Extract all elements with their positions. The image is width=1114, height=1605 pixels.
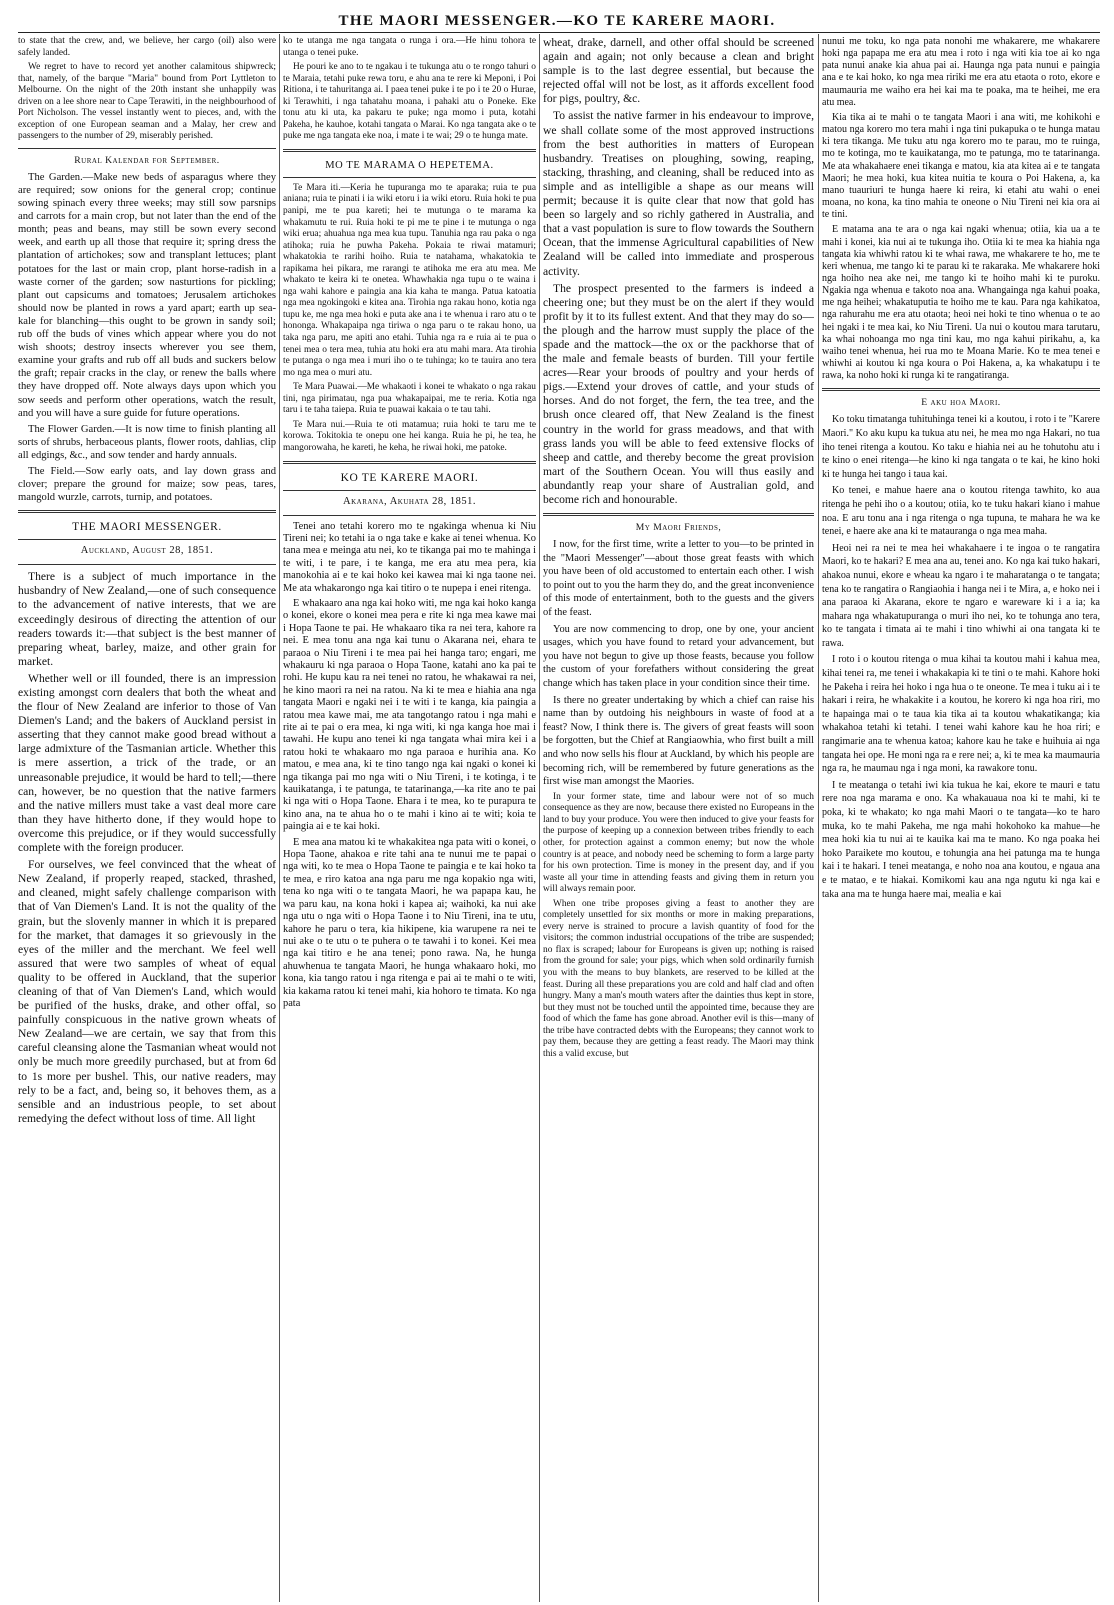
paragraph: Tenei ano tetahi korero mo te ngakinga whenua ki Niu Tireni nei; ko tetahi ia o nga take e kake ai tenei whenua. Ko tana mea e meinga atu nei, ko te tikanga pai mo te mahinga i te witi, i te pare, i te kanga, me era atu mea pera, kia manokohia ai e te kai hoko kei kawea mai ki nga taone nei. Me ata whakarongo nga kai titiro o te nupepa i enei ritenga. [283, 520, 536, 594]
section-rule [283, 149, 536, 152]
shipwreck-maori [283, 36, 536, 143]
hoa-heading: E aku hoa Maori. [921, 397, 1001, 409]
paragraph: Te Mara Puawai.—Me whakaoti i konei te whakato o nga rakau tini, nga pirimatau, nga pua whakapaipai, me te reria. Kotia nga taru i te taha taiepa. Ruia te puawai kakaia o te tau tahi. [283, 382, 536, 416]
section-rule [283, 490, 536, 491]
section-rule [822, 388, 1100, 391]
column-divider [539, 34, 540, 1602]
column-divider [818, 34, 819, 1602]
marama-heading: MO TE MARAMA O HEPETEMA. [325, 159, 494, 171]
column-2 [283, 36, 536, 1602]
paragraph: Ko toku timatanga tuhituhinga tenei ki a koutou, i roto i te "Karere Maori." Ko aku kupu ka tukua atu nei, he mea mo nga Hakari, no tua iho tenei ritenga a koutou. Ko taku e hiahia nei au he tohutohu atu i te kino o enei ritenga—he kino ki nga tangata o te kai, he kino hoki ki te hunga hei tango i taua kai. [822, 414, 1100, 480]
paragraph: I te meatanga o tetahi iwi kia tukua he kai, ekore te mauri e tatu rere noa nga marama e ono. Ka whakauaua noa ki te mahi, ki te poka, ki te whakato; ko nga mahi Maori o te tangata—ko te haro muka, ko te mahi Pakeha, me nga mahi hokohoko ka mahue—he mea hoki kia tu nui ai te kauika kai ma te mano. Ko nga poaka hei hoko Paraikete mo koutou, e tohungia ana hei patunga ma te hunga kai i te hakari. I tenei meatanga, e noho noa ana koutou, e ngaua ana e te matao, e te hiakai. Komikomi kau ana nga ngutu ki nga kai e taka ana ma te hunga haere mai, mealia e kai [822, 779, 1100, 900]
paragraph: When one tribe proposes giving a feast to another they are completely unsettled for six months or more in making preparations, every nerve is strained to procure a lavish quantity of food for the visitors; the common industrial occupations of the tribe are suspended; no flax is scraped; labour for Europeans is given up; nothing is raised from the ground for sale; your pigs, which when sold ordinarily furnish you with the means to buy blankets, are reserved to be killed at the feast. During all these preparations you are cold and half clad and often hungry. Many a man's mouth waters after the dainties thus kept in store, but they must not be touched until the appointed time, because they are food of which the fame has gone abroad. Another evil is this—many of the tribe have contracted debts with the Europeans; they cannot work to pay them, because they are getting a feast ready. The Maori may think this a valid excuse, but [543, 898, 814, 1059]
paragraph: E mea ana matou ki te whakakitea nga pata witi o konei, o Hopa Taone, ahakoa e rite tahi ana te nunui me te papai o nga witi, ko te mea o Hopa Taone te paingia e te kai hoko ta te mea, e riro katoa ana nga paru me nga kopakio nga witi, tena ko nga witi o te tangata Maori, he wa papapa kau, he wa paru kau, na kona hoki i kapea ai; waihoki, ka nui ake nga utu o nga witi o Hopa Taone i to Niu Tireni, ina te utu, kahore he paru o tera, kia hikipene, kia warupene ra nei te nui ake o te utu o te puhera o te tawahi i to konei. Kei mea nga kai titiro e he ana tenei; pono rawa. Na, he hunga ahuwhenua te tangata Maori, he hunga whakaaro hoki, mo kona, kia tango ratou i nga ritenga e pai ai te mahi o te witi, kia kakama ratou ki tenei mahi, kia hohoro te timata. Ko nga pata [283, 836, 536, 1009]
friends-letter [543, 538, 814, 1060]
english-dateline: Auckland, August 28, 1851. [80, 545, 214, 557]
kalendar-heading: Rural Kalendar for September. [74, 154, 220, 166]
paragraph: You are now commencing to drop, one by one, your ancient usages, which you have found to retard your advancement, but you have not begun to give up those feasts, because you follow the custom of your forefathers without considering the great change which has taken place in your condition since their time. [543, 623, 814, 690]
paragraph: E whakaaro ana nga kai hoko witi, me nga kai hoko kanga o konei, ekore o konei mea pera e rite ki nga mea kawe mai i Hopa Taone te pai. He whakaaro tika ra nei tera, kahore ra nei. E mea tonu ana nga kai tunu o Akarana nei, ehara te paraoa o Niu Tireni i te mea pai hei hanga taro; engari, me whakauru ki nga paraoa o Hopa Taone, katahi ano ka pai te rohi. He kupu kau ra nei tenei no ratou, he whakawai ra nei, he kino maori ra nei na ratou. Na ki te mea e hiahia ana nga tangata Maori e ngaki nei i te witi i te kanga, kia paingia a ratou mea kawe mai, me ata tangotango ratou i nga mahi e rite ai te pai o era mea, ki nga witi, ki nga kanga hoe mai i tawahi. He kupu ano tenei ki nga tangata whai mira kei i a ratou hoki te whakaaro mo nga paraoa e hurihia ana. Ko matou, e mea ana, ki te tino tango nga kai ngaki o konei ki nga tikanga pai mo nga witi o Niu Tireni, i te kotinga, i te kauikatanga, i te patunga, te tatarinanga,—ka rite ano te pai ki nga witi o Hopa Taone. Ehara i te mea, ko te purapura te kino ana, na te ahua ho o te mahi i kino ai te witi; koia te paingia ai e te kai hoki. [283, 597, 536, 833]
paragraph: To assist the native farmer in his endeavour to improve, we shall collate some of the most approved instructions from the best authorities in matters of European husbandry. Treatises on ploughing, sowing, reaping, stacking, thrashing, and cleaning, shall be reduced into as simple and as intelligible a shape as our means will permit; because it is quite clear that now that gold has been so largely and so richly gathered in Australia, and that a vast population is sure to flow towards the Southern Ocean, that the immense Agricultural capabilities of New Zealand will be called into immediate and prosperous activity. [543, 109, 814, 278]
column-4 [822, 36, 1100, 1602]
paragraph: The Field.—Sow early oats, and lay down grass and clover; prepare the ground for maize; sow peas, tares, mangold wurzle, carrots, turnip, and potatoes. [18, 465, 276, 504]
english-title: THE MAORI MESSENGER. [72, 521, 222, 534]
shipwreck-article [18, 36, 276, 143]
column-3 [543, 36, 814, 1602]
hoa-letter [822, 413, 1100, 901]
paragraph: E matama ana te ara o nga kai ngaki whenua; otiia, kia ua a te mahi i konei, kia nui ai te tukunga iho. Otiia ki te mea ka hiahia nga tangata kia whiwhi ratou ki te whai rawa, me whakarere te ho, me te keri whenua, me tango ki te parau ki te rakaraka. Me whakarere hoki nga hoiho nea ake nei, me tango ki te hoiho mahi ki te puroku. Ngakia nga whenua e takoto noa ana. Whangainga nga kahui poaka, me nga heihei; whakatuputia te hoiho me te kau. Para nga kahikatoa, nga rahurahu me era atu otaota; heoi nei hoki te tino whenua o te ao hei ngaki i te mea kai, ko Niu Tireni. Ua nui o koutou mara tarutaru, ka whai nohoanga mo nga tini kau, mo nga kahui pirikahu, a, ka waiho tenei whenua, hei rua mo te Moana Marie. Ko te mea tenei e whiwhi ai koutou ki nga koura o Poi Hakena, a, ka whakatupu i te rawa, ka noho hoki ki runga ki te rangatiranga. [822, 224, 1100, 382]
maori-title: KO TE KARERE MAORI. [340, 471, 479, 484]
masthead-title [338, 13, 775, 30]
paragraph: nunui me toku, ko nga pata nonohi me whakarere, me whakarere hoki nga papapa me era atu mea i roto i nga witi kia toe ai ko nga pata nunui anake kia ahua pai ai. Haunga nga pata nunui e paingia ana e te kai hoko, ko nga mea ririki me era atu etaota o roto, ekore e maumauria me waiho era hei kai ma te poaka, ma te heihei, me era atu mea. [822, 36, 1100, 108]
section-rule [18, 539, 276, 540]
kalendar-article [18, 171, 276, 504]
section-rule [283, 461, 536, 464]
marama-article [283, 183, 536, 455]
column-1 [18, 36, 276, 1602]
paragraph: In your former state, time and labour were not of so much consequence as they are now, because there existed no Europeans in the land to buy your produce. You were then induced to give your feasts for the purpose of keeping up a connexion between tribes friendly to each other, for protection against a common enemy; but now the whole country is at peace, and nobody need be scheming to form a large party for his own protection. Time is money in the present day, and if you waste all your time in attending feasts and giving them in return you will always remain poor. [543, 791, 814, 895]
paragraph: He pouri ke ano to te ngakau i te tukunga atu o te rongo tahuri o te Maraia, tetahi puke rewa toru, e ahu ana te rere ki Meponi, i Poi Ritiona, i te tahuritanga ai. I paea tenei puke i te po i te 20 o Hurae, ki Terawhiti, i nga tahatahu moana, i pahaki atu o Poneke. Eke tonu atu ki uta, ka pakaru te puke; nga momo i puta, kotahi Pakeha, he kauhoe, kotahi tangata o Marai. Ko nga tangata ake o te puke me nga tangata eke noa, i mate i te wai; 29 o te hunga mate. [283, 62, 536, 142]
friends-heading: My Maori Friends, [635, 522, 722, 534]
paragraph: The prospect presented to the farmers is indeed a cheering one; but they must be on the alert if they would profit by it to its fullest extent. And that they may do so—the plough and the harrow must supply the place of the spade and the mattock—the ox or the packhorse that of the male and female beasts of burden. Till your fertile acres—Rear your broods of poultry and your herds of pigs.—Extend your droves of cattle, and your studs of horses. And do not forget, the fern, the tea tree, and the brush once cleared off, that New Zealand is the finest country in the world for grass meadows, and that with grass lands you will be able to feed extensive flocks of sheep and cattle, and thereby become the great provision mart of the Southern Ocean. You will thus easily and abundantly reap your share of Australian gold, and become rich and honourable. [543, 281, 814, 506]
paragraph: The Garden.—Make new beds of asparagus where they are required; sow onions for the general crop; continue sowing spinach every three weeks; may still sow parsnips and carrots for a main crop, but not later than the end of the month; peas and beans, may still be sown every second week, and earth up all those that require it; spring dress the plantation of artichokes; sow and transplant lettuces; plant potatoes for the last or main crop, plant horse-radish in a waste corner of the garden; sow nasturtions for pickling; plant out capsicums and tomatoes; Jerusalem artichokes should now be planted in rows a yard apart; earth up sea-kale for blanching—this ought to be grown in sandy soil; rub off the buds of vines which appear where you do not wish shoots; destroy insects wherever you see them, examine your grafts and rub off all buds and suckers below the graft; repair cracks in the clay, or renew the balls where they have dropped off. Note always days upon which you sow seeds and perform other operations, watch the result, and you will have a sure guide for future operations. [18, 171, 276, 419]
masthead-maori: KO TE KARERE MAORI. [573, 13, 776, 29]
masthead-separator: — [556, 13, 574, 29]
masthead [0, 0, 1114, 34]
maori-editorial-continued [822, 36, 1100, 382]
section-rule [18, 148, 276, 149]
masthead-english: THE MAORI MESSENGER. [338, 13, 557, 29]
paragraph: For ourselves, we feel convinced that the wheat of New Zealand, if properly reaped, stacked, thrashed, and cleaned, might safely challenge comparison with that of Van Diemen's Land. It is not the quality of the grain, but the slovenly manner in which it is prepared for the market, that damages it so grievously in the eyes of the miller and the merchant. We feel well assured that were two samples of wheat of equal quality to be offered in Auckland, that the superior cleaning of that of Van Diemen's Land, which would be purified of the husks, drake, and other offal, so painfully conspicuous in the native grown wheats of New Zealand—we are certain, we say that from this careful cleansing alone the Tasmanian wheat would not only be much more greedily purchased, but at from 6d to 1s more per bushel. This, our native readers, may rely to be a fact, and, being so, it behoves them, as a sensible and an industrious people, to set about remedying the defect without loss of time. All light [18, 858, 276, 1125]
paragraph: Te Mara iti.—Keria he tupuranga mo te aparaka; ruia te pua aniana; ruia te pinati i ia wiki etoru i ia wiki etoru. Ruia hoki te pua panipi, me te pua kareti; hei te mutunga o te marama ka whakamutu te rui. Ruia hoki te pi me te pine i te mutunga o nga wiki erua; ahuahua nga mea kua tupu. Tanuhia nga rau paka o nga atihoka; ruia he puwha Pakeha. Pokaia te riwai matamuri; whakatokia te rarihi hoiho. Ruia te natahama, whakatokia te rapikama hei pikara, me rarangi te atihoka me era atu mea. Me whakato te keira ki te onetea. Whawhakia nga tupu o te waina i nga wahi kahore e paingia ana kia kaha te manga. Patua katoatia nga mea ngokingoki e kitea ana. Tirohia nga rakau hono, kotia nga tupu ke, me nga mea hoki e puta ake ana i te whenua i raro atu o te hononga. Whakapaipa nga tiriwa o nga paru o te rakau hono, ua taka nga paru, me apiti ano etahi. Tuhia nga ra e ruia ai te pua o tenei mea o tera mea, tuhia atu hoki era atu mahi mara. Ata tirohia te putanga o nga mea i muri iho o te tuhinga; ko te tauira ano tera mo nga mea o muri atu. [283, 182, 536, 378]
paragraph: Heoi nei ra nei te mea hei whakahaere i te ingoa o te rangatira Maori, ko te hakari? E mea ana au, tenei ano. Ko nga kai tuko hakari, ahakoa nunui, ekore e wheau ka ngaro i te maharatanga o te tangata; tena ko te rangatira o Rangiaohia i hanga nei i te Mira, a, e hoko nei i ana paraoa ki Akarana, ekore te ngaro e wareware ki i a ia; ka mahara nga whakatupuranga o muri iho nei, ko te tohunga ano tera, ko te tangata i timata ai te mahi i tino whiwhi ai ona tangata ki te rawa. [822, 542, 1100, 649]
section-rule [283, 177, 536, 178]
column-divider [279, 34, 280, 1602]
maori-dateline: Akarana, Akuhata 28, 1851. [343, 495, 476, 507]
section-rule [18, 510, 276, 513]
paragraph: I roto i o koutou ritenga o mua kihai ta koutou mahi i kahua mea, kihai tenei ra, me tenei i whakakapia ki te tini o te mahi. Kahore hoki he Pakeha i reira hei hoko i nga hua o te oneone. Te mea i tuku ai i te hakari i reira, he whakakite i a koutou, he korero ki nga hoa riri, mo te hapainga mai o te taua kia tika ai ta koutou whakatikanga; kia whakahoa tetahi ki tetahi. I tenei wahi kahore kau he hoa riri; e rangimarie ana te whenua katoa; kahore kau he take e huihuia ai nga tangata hei ope. He moni nga ra e rere nei; a, ki te mea ka maumauria nga ra, he maumau nga i nga moni, ka rawakore tonu. [822, 654, 1100, 775]
paragraph: I now, for the first time, write a letter to you—to be printed in the "Maori Messenger"—about those great feasts with which you have been of old accustomed to entertain each other. I wish to point out to you the harm they do, and the great inconvenience of this mode of entertainment, both to the guests and the givers of the feast. [543, 539, 814, 619]
paragraph: Is there no greater undertaking by which a chief can raise his name than by outdoing his neighbours in waste of food at a feast? Now, I think there is. The givers of great feasts will soon be forgotten, but the Chief at Rangiaowhia, who first built a mill and who now sells his flour at Auckland, by which his people are becoming rich, will be remembered by future generations as the first wise man amongst the Maories. [543, 694, 814, 788]
paragraph: wheat, drake, darnell, and other offal should be screened again and again; not only because a clean and bright sample is to the last degree essential, but because the rejected offal will not be lost, as it affords excellent food for pigs, poultry, &c. [543, 36, 814, 106]
paragraph: Ko tenei, e mahue haere ana o koutou ritenga tawhito, ko aua ritenga he pehi iho o a koutou; otiia, ko te tuku hakari kiano i mahue noa. E aru tonu ana i nga ritenga o nga tupuna, te mahara he wa ke tenei, e haere ake ana ki te matauranga o nga mea maha. [822, 485, 1100, 538]
paragraph: ko te utanga me nga tangata o runga i ora.—He hinu tohora te utanga o tenei puke. [283, 36, 536, 58]
section-rule [18, 564, 276, 565]
paragraph: Te Mara nui.—Ruia te oti matamua; ruia hoki te taru me te korowa. Tokitokia te onepu one hei kanga. Ruia he pi, he tea, he mangorowaha, he kareti, he keha, he riwai hoki, me patoke. [283, 419, 536, 453]
section-rule [283, 515, 536, 516]
paragraph: We regret to have to record yet another calamitous shipwreck; that, namely, of the barque "Maria" bound from Port Lyttleton to Melbourne. On the night of the 20th instant she unhappily was driven on a lee shore near to Cape Terawiti, in the neighbourhood of Port Nicholson. The vessel instantly went to pieces, and, with the exception of one European seaman and a Malay, her crew and passengers to the number of 29, miserably perished. [18, 62, 276, 142]
paragraph: There is a subject of much importance in the husbandry of New Zealand,—one of such consequence to the advancement of native interests, that we are exceedingly desirous of directing the attention of our readers towards it:—that subject is the best manner of preparing wheat, barley, maize, and other grain for market. [18, 570, 276, 668]
paragraph: Whether well or ill founded, there is an impression existing amongst corn dealers that both the wheat and the flour of New Zealand are inferior to those of Van Diemen's Land; and the bakers of Auckland persist in asserting that they cannot make good bread without a large admixture of the Tasmanian article. Whether this is mere assertion, a trick of the trade, or an unreasonable prejudice, it would be hard to tell;—there can, however, be no question that the native farmers and the native millers must take a vast deal more care than they have hitherto done, if they would hope to overcome this prejudice, or if they would successfully complete with the foreign producer. [18, 671, 276, 855]
maori-editorial [283, 521, 536, 1011]
english-editorial [18, 570, 276, 1126]
masthead-rule [18, 32, 1100, 33]
paragraph: The Flower Garden.—It is now time to finish planting all sorts of shrubs, herbaceous plants, flower roots, dahlias, clip all edgings, &c., and sow tender and hardy annuals. [18, 423, 276, 461]
editorial-continued [543, 36, 814, 507]
paragraph: Kia tika ai te mahi o te tangata Maori i ana witi, me kohikohi e matou nga korero mo tera mahi i nga tini pukapuka o te hunga matau ki tera tikanga. Me tuku atu nga korero mo te parau, mo te ruinga, mo te kotinga, mo te kauikatanga, mo te patunga, mo te tatarinanga. Me ata whakahaere enei tikanga e matou, kia ata kitea ai e te tangata Maori; he mea hoki, kua kitea nuitia te koura o Poi Hakena, a, ka mano tuauriuri te hunga haere ki reira, ki etahi atu wahi o enei moana, no kona, ka tino mahia te oneone o Niu Tireni nei kia ora ai te tini. [822, 111, 1100, 221]
paragraph: to state that the crew, and, we believe, her cargo (oil) also were safely landed. [18, 36, 276, 58]
section-rule [543, 513, 814, 516]
